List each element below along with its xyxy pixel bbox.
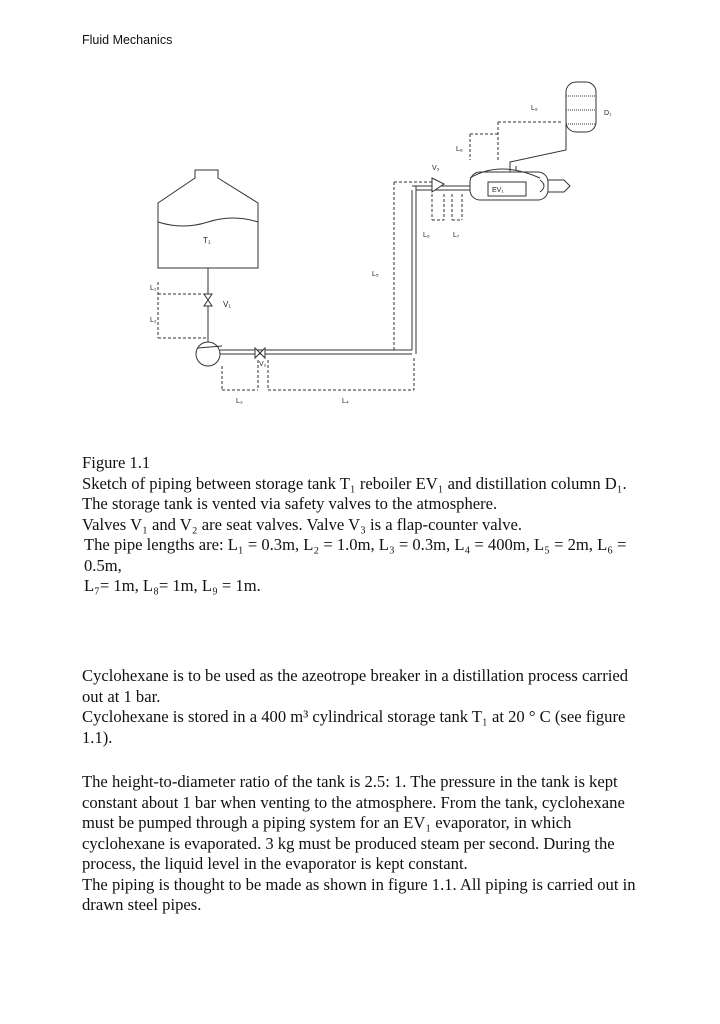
caption-line-1: Sketch of piping between storage tank T₁ reboiler EV₁ and distillation column D₁. (82, 473, 627, 493)
label-v3: V₃ (432, 165, 440, 172)
caption-line-5: L₇= 1m, L₈= 1m, L₉ = 1m. (84, 576, 261, 595)
label-t1: T₁ (203, 236, 211, 245)
piping-sketch (0, 0, 720, 420)
label-l2: L₂ (150, 317, 157, 324)
figure-caption (82, 453, 642, 597)
label-l1: L₁ (150, 285, 157, 292)
intro-section (82, 666, 642, 748)
label-v2: V₂ (259, 361, 267, 368)
intro-paragraph-2: Cyclohexane is stored in a 400 m³ cylindrical storage tank T₁ at 20 ° C (see figure 1.1). (82, 707, 626, 747)
label-l7: L₇ (453, 232, 460, 239)
intro-paragraph-1: Cyclohexane is to be used as the azeotrope breaker in a distillation process carried out at 1 bar. (82, 666, 629, 706)
label-l9: L₉ (531, 105, 538, 112)
label-v1: V₁ (223, 300, 232, 309)
caption-title: Figure 1.1 (82, 453, 151, 472)
valve-v1-symbol (204, 294, 212, 306)
label-ev1: EV₁ (492, 187, 504, 194)
label-l5: L₅ (372, 271, 379, 278)
caption-line-4: The pipe lengths are: L₁ = 0.3m, L₂ = 1.0m, L₃ = 0.3m, L₄ = 400m, L₅ = 2m, L₆ = 0.5m, (84, 535, 627, 575)
label-l6: L₆ (423, 232, 430, 239)
pump (196, 342, 220, 366)
label-d1: D₁ (604, 110, 612, 117)
label-l3: L₃ (236, 398, 243, 405)
body-paragraph-1: The height-to-diameter ratio of the tank is 2.5: 1. The pressure in the tank is kept constant about 1 bar when venting to the atmosphere. From the tank, cyclohexane must be pumped through a piping system for an EV₁ evaporator, in which cyclohexane is evaporated. 3 kg must be produced steam per second. During the process, the liquid level in the evaporator is kept constant. (82, 772, 625, 873)
caption-line-3: Valves V₁ and V₂ are seat valves. Valve V₃ is a flap-counter valve. (82, 514, 523, 534)
caption-line-2: The storage tank is vented via safety valves to the atmosphere. (82, 494, 498, 513)
body-section (82, 772, 642, 916)
body-paragraph-2: The piping is thought to be made as shown in figure 1.1. All piping is carried out in drawn steel pipes. (82, 874, 636, 914)
label-l8: L₈ (456, 146, 463, 153)
page-header: Fluid Mechanics (82, 33, 173, 47)
label-l4: L₄ (342, 398, 349, 405)
piping-sketch-svg (0, 0, 720, 420)
